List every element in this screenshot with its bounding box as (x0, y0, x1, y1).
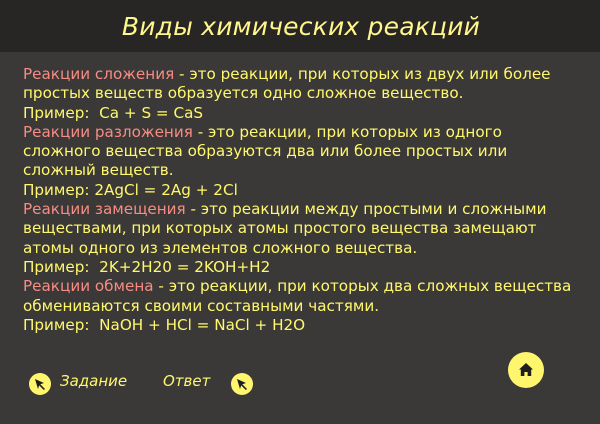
example-label: Пример: (23, 180, 90, 199)
definition-decomposition (23, 123, 583, 181)
example-label: Пример: (23, 103, 90, 122)
example-exchange (23, 316, 583, 335)
definition-text: - это реакции, при которых два сложных вещества обмениваются своими составными частями. (23, 277, 572, 315)
definition-addition (23, 65, 583, 104)
answer-link[interactable]: Ответ (163, 372, 211, 390)
definition-exchange (23, 277, 583, 316)
example-decomposition (23, 181, 583, 200)
title-bar (0, 0, 600, 52)
task-link[interactable]: Задание (60, 372, 128, 390)
task-button[interactable] (29, 373, 51, 395)
term-exchange: Реакции обмена (23, 277, 154, 296)
cursor-arrow-icon (33, 377, 47, 391)
definition-substitution (23, 200, 583, 258)
example-equation: 2K+2H20 = 2KOH+H2 (99, 257, 271, 276)
term-decomposition: Реакции разложения (23, 122, 193, 141)
answer-button[interactable] (231, 373, 253, 395)
definition-text: - это реакции между простыми и сложными веществами, при которых атомы простого вещества замещают атомы одного из элементов сложного вещества. (23, 200, 547, 257)
example-substitution (23, 258, 583, 277)
cursor-arrow-icon (235, 377, 249, 391)
definition-text: - это реакции, при которых из двух или более простых веществ образуется одно сложное вещество. (23, 65, 551, 103)
example-addition (23, 104, 583, 123)
term-substitution: Реакции замещения (23, 200, 186, 219)
home-icon (517, 361, 535, 379)
definition-text: - это реакции, при которых из одного сложного вещества образуются два или более простых или сложный веществ. (23, 122, 508, 180)
example-label: Пример: (23, 257, 90, 276)
example-equation: 2AgCl = 2Ag + 2Cl (94, 180, 238, 199)
example-equation: NaOH + HCl = NaCl + H2O (99, 315, 306, 334)
page-title: Виды химических реакций (121, 11, 481, 41)
home-button[interactable] (508, 352, 544, 388)
term-addition: Реакции сложения (23, 65, 175, 83)
example-equation: Ca + S = CaS (99, 103, 204, 122)
content-text (23, 65, 583, 335)
example-label: Пример: (23, 315, 90, 334)
